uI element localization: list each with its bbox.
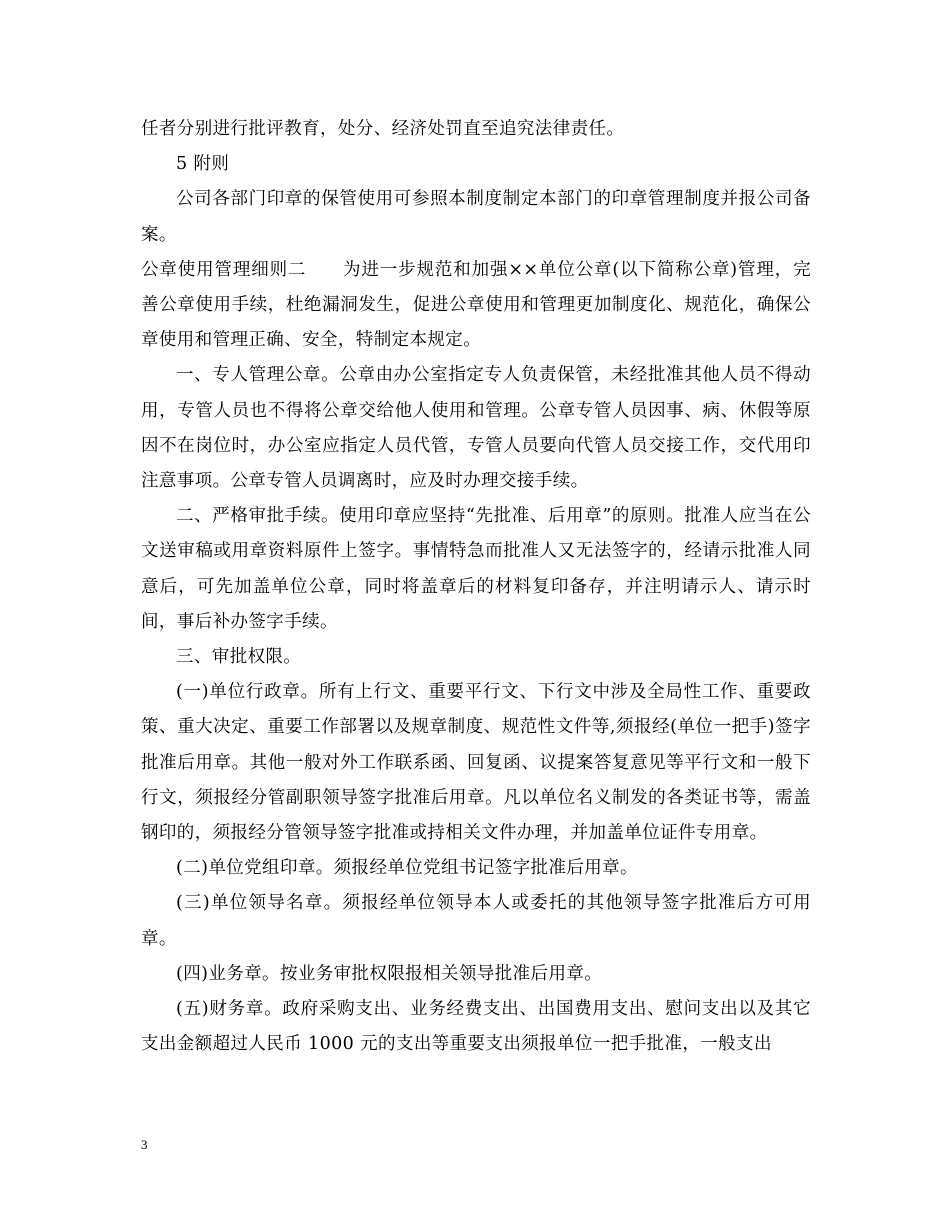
paragraph: 公章使用管理细则二 为进一步规范和加强××单位公章(以下简称公章)管理，完善公章使用手续，杜绝漏洞发生，促进公章使用和管理更加制度化、规范化，确保公章使用和管理正确、安全，特制定本规定。 — [141, 259, 811, 351]
paragraph: 公司各部门印章的保管使用可参照本制度制定本部门的印章管理制度并报公司备案。 — [141, 189, 811, 245]
paragraph: 任者分别进行批评教育，处分、经济处罚直至追究法律责任。 — [141, 119, 625, 139]
paragraph: (四)业务章。按业务审批权限报相关领导批准后用章。 — [176, 963, 603, 984]
section-heading: 三、审批权限。 — [176, 647, 302, 668]
paragraph: (三)单位领导名章。须报经单位领导本人或委托的其他领导签字批准后方可用章。 — [141, 893, 811, 949]
section-heading: 5 附则 — [176, 154, 230, 175]
paragraph: (一)单位行政章。所有上行文、重要平行文、下行文中涉及全局性工作、重要政策、重大决定、重要工作部署以及规章制度、规范性文件等,须报经(单位一把手)签字批准后用章。其他一般对外工作联系函、回复函、议提案答复意见等平行文和一般下行文，须报经分管副职领导签字批准后用章。凡以单位名义制发的各类证书等，需盖钢印的，须报经分管领导签字批准或持相关文件办理，并加盖单位证件专用章。 — [141, 682, 811, 844]
paragraph: 二、严格审批手续。使用印章应坚持“先批准、后用章”的原则。批准人应当在公文送审稿或用章资料原件上签字。事情特急而批准人又无法签字的，经请示批准人同意后，可先加盖单位公章，同时将盖章后的材料复印备存，并注明请示人、请示时间，事后补办签字手续。 — [141, 506, 811, 632]
paragraph: 一、专人管理公章。公章由办公室指定专人负责保管，未经批准其他人员不得动用，专管人员也不得将公章交给他人使用和管理。公章专管人员因事、病、休假等原因不在岗位时，办公室应指定人员代管，专管人员要向代管人员交接工作，交代用印注意事项。公章专管人员调离时，应及时办理交接手续。 — [141, 365, 811, 492]
paragraph: (五)财务章。政府采购支出、业务经费支出、出国费用支出、慰问支出以及其它支出金额超过人民币 1000 元的支出等重要支出须报单位一把手批准，一般支出 — [141, 999, 811, 1055]
page-number: 3 — [141, 1137, 148, 1152]
paragraph: (二)单位党组印章。须报经单位党组书记签字批准后用章。 — [176, 858, 638, 879]
document-body — [141, 112, 811, 1062]
